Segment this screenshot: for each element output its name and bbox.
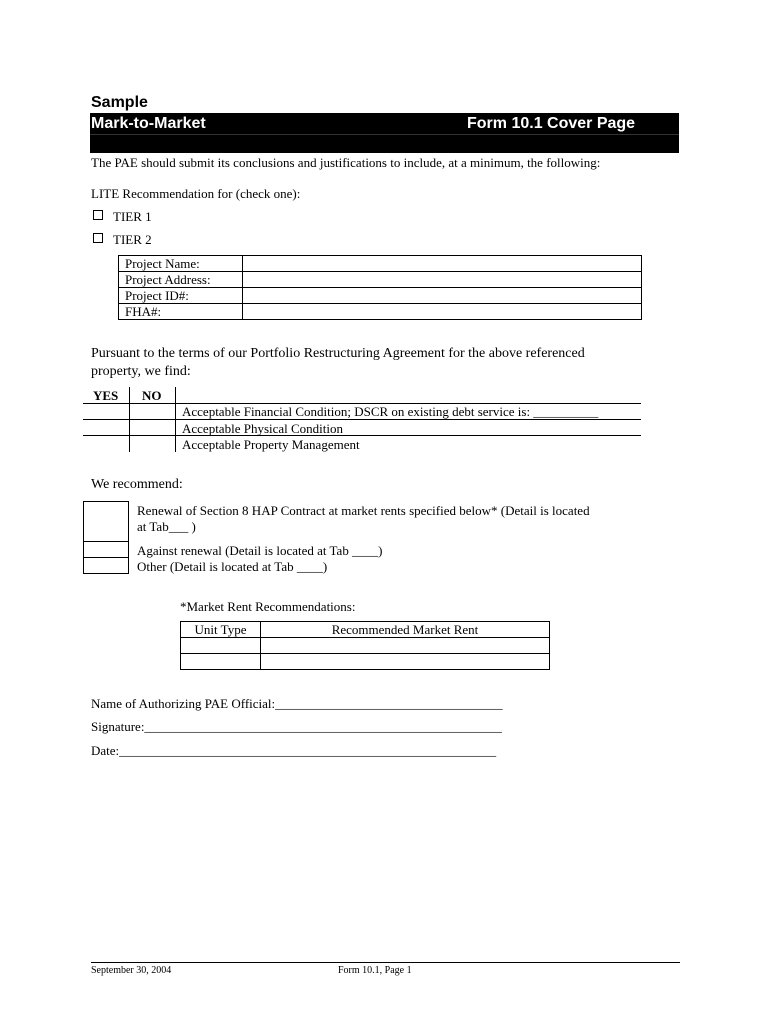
table-row — [119, 288, 642, 304]
project-name-field[interactable] — [243, 256, 642, 272]
renewal-checkbox[interactable] — [84, 502, 128, 540]
project-name-label: Project Name: — [119, 256, 243, 272]
recommended-rent-cell[interactable] — [261, 638, 550, 654]
project-address-field[interactable] — [243, 272, 642, 288]
header-bar — [90, 113, 679, 153]
against-renewal-label: Against renewal (Detail is located at Tab ____) — [137, 543, 383, 558]
footer-divider — [91, 962, 680, 963]
market-rent-heading: *Market Rent Recommendations: — [180, 599, 356, 614]
no-header: NO — [142, 388, 162, 403]
pursuant-line-1: Pursuant to the terms of our Portfolio Restructuring Agreement for the above referenced — [91, 346, 585, 361]
other-checkbox[interactable] — [84, 557, 128, 573]
form-title-right: Form 10.1 Cover Page — [467, 115, 636, 132]
other-label: Other (Detail is located at Tab ____) — [137, 559, 328, 574]
tier1-label: TIER 1 — [113, 209, 152, 224]
unit-type-cell[interactable] — [181, 638, 261, 654]
unit-type-cell[interactable] — [181, 654, 261, 670]
tier1-checkbox[interactable] — [93, 210, 103, 220]
table-row — [119, 304, 642, 320]
yes-header: YES — [93, 388, 119, 403]
sample-label: Sample — [91, 94, 148, 111]
finding-financial: Acceptable Financial Condition; DSCR on existing debt service is: __________ — [182, 404, 599, 419]
tier2-checkbox[interactable] — [93, 233, 103, 243]
official-name-line[interactable]: Name of Authorizing PAE Official:___________________________________ — [91, 696, 503, 711]
date-line[interactable]: Date:__________________________________________________________ — [91, 743, 497, 758]
table-row — [119, 272, 642, 288]
project-info-table — [118, 255, 642, 320]
recommended-rent-cell[interactable] — [261, 654, 550, 670]
intro-text: The PAE should submit its conclusions and justifications to include, at a minimum, the following: — [91, 155, 601, 170]
footer-date: September 30, 2004 — [91, 965, 172, 976]
recommended-rent-header: Recommended Market Rent — [261, 622, 550, 638]
fha-label: FHA#: — [119, 304, 243, 320]
tier2-label: TIER 2 — [113, 232, 152, 247]
table-row — [181, 638, 550, 654]
recommend-heading: We recommend: — [91, 477, 183, 492]
footer-page-number: Form 10.1, Page 1 — [338, 965, 412, 976]
signature-line[interactable]: Signature:_______________________________________________________ — [91, 719, 502, 734]
project-id-field[interactable] — [243, 288, 642, 304]
fha-field[interactable] — [243, 304, 642, 320]
table-row — [119, 256, 642, 272]
renewal-line-2: at Tab___ ) — [137, 519, 196, 534]
renewal-line-1: Renewal of Section 8 HAP Contract at market rents specified below* (Detail is located — [137, 503, 590, 518]
finding-management: Acceptable Property Management — [182, 437, 360, 452]
pursuant-line-2: property, we find: — [91, 364, 191, 379]
row-divider — [83, 435, 641, 436]
against-renewal-checkbox[interactable] — [84, 541, 128, 556]
table-row — [181, 622, 550, 638]
market-rent-table — [180, 621, 550, 670]
project-id-label: Project ID#: — [119, 288, 243, 304]
form-title-left: Mark-to-Market — [91, 115, 206, 132]
header-divider — [90, 134, 679, 135]
unit-type-header: Unit Type — [181, 622, 261, 638]
finding-physical: Acceptable Physical Condition — [182, 421, 344, 436]
project-address-label: Project Address: — [119, 272, 243, 288]
lite-heading: LITE Recommendation for (check one): — [91, 186, 301, 201]
table-row — [181, 654, 550, 670]
